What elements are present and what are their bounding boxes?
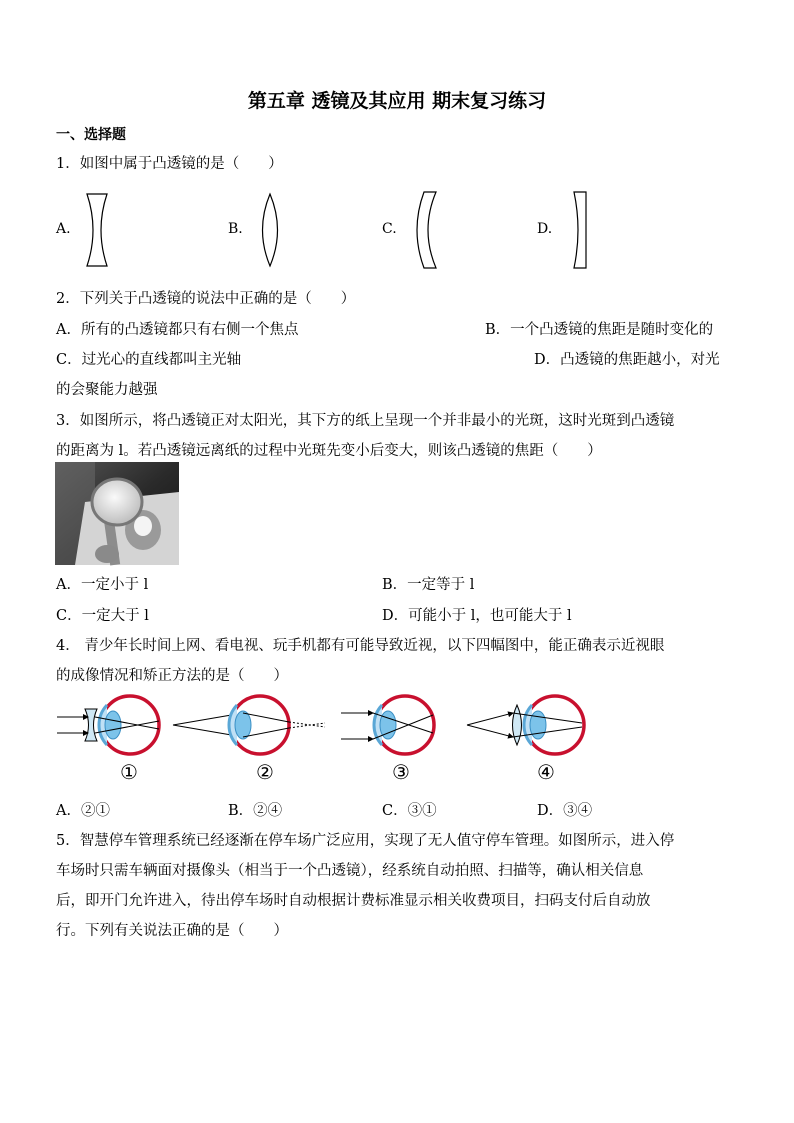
section-heading: 一、选择题 [56,127,126,143]
q4-stem-line2: 的成像情况和矫正方法的是（ ） [56,668,288,684]
q5-line1: 5．智慧停车管理系统已经逐渐在停车场广泛应用，实现了无人值守停车管理。如图所示，进入停 [56,833,675,849]
q2-option-d-continued: 的会聚能力越强 [56,382,158,398]
lens-b-biconvex-icon [259,192,281,268]
q5-line2: 车场时只需车辆面对摄像头（相当于一个凸透镜），经系统自动拍照、扫描等，确认相关信息 [56,863,644,879]
eye-diagram-1 [57,696,159,754]
lens-c-meniscus-icon [416,190,440,270]
q3-option-b: B．一定等于 l [382,577,475,593]
q3-magnifier-photo [55,462,179,565]
q5-line3: 后，即开门允许进入，待出停车场时自动根据计费标准显示相关收费项目，扫码支付后自动放 [56,893,651,909]
q3-option-c: C．一定大于 l [56,608,149,624]
q5-line4: 行。下列有关说法正确的是（ ） [56,923,288,939]
q2-option-c: C．过光心的直线都叫主光轴 [56,352,242,368]
q4-figure-label-4: ④ [537,760,555,784]
q2-option-b: B．一个凸透镜的焦距是随时变化的 [485,322,714,338]
q3-stem-line2: 的距离为 l。若凸透镜远离纸的过程中光斑先变小后变大，则该凸透镜的焦距（ ） [56,443,602,459]
q4-stem-line1: 4． 青少年长时间上网、看电视、玩手机都有可能导致近视，以下四幅图中，能正确表示近视眼 [56,638,665,654]
q4-option-b: B．②④ [228,803,283,819]
q3-option-a: A．一定小于 l [56,577,149,593]
q1-option-b-label: B. [228,221,243,237]
q1-option-a-label: A. [56,221,71,237]
lens-a-concave-icon [82,192,112,268]
q1-stem: 1．如图中属于凸透镜的是（ ） [56,156,283,172]
q4-option-c: C．③① [382,803,437,819]
q3-option-d: D．可能小于 l，也可能大于 l [382,608,572,624]
page-title: 第五章 透镜及其应用 期末复习练习 [247,90,547,112]
q1-option-c-label: C. [382,221,397,237]
q1-option-d-label: D. [537,221,553,237]
eye-diagram-2 [173,696,325,754]
q4-figure-label-3: ③ [392,760,410,784]
q2-option-a: A．所有的凸透镜都只有右侧一个焦点 [56,322,299,338]
q4-figure-label-1: ① [120,760,138,784]
q4-option-d: D．③④ [537,803,593,819]
lens-d-plano-convex-icon [570,190,592,270]
q3-stem-line1: 3．如图所示，将凸透镜正对太阳光，其下方的纸上呈现一个并非最小的光斑，这时光斑到凸透镜 [56,413,675,429]
q4-figure-label-2: ② [256,760,274,784]
q2-option-d: D．凸透镜的焦距越小，对光 [534,352,720,368]
q2-stem: 2．下列关于凸透镜的说法中正确的是（ ） [56,291,356,307]
q4-eye-diagrams [55,693,595,757]
eye-diagram-3 [341,696,434,754]
q4-option-a: A．②① [56,803,110,819]
eye-diagram-4 [467,696,584,754]
